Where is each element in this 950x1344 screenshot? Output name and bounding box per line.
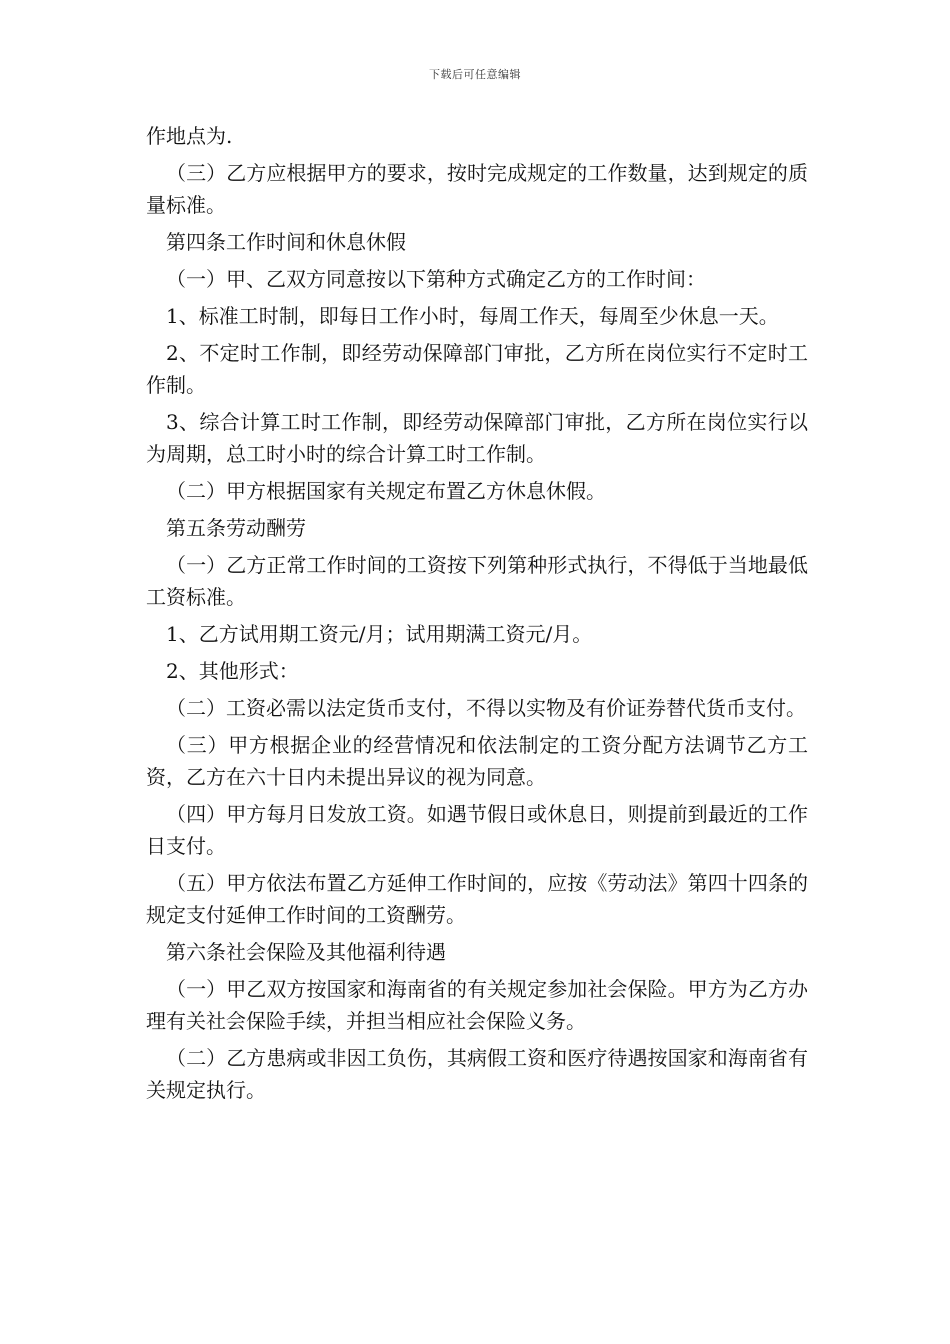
paragraph: （一）乙方正常工作时间的工资按下列第种形式执行，不得低于当地最低工资标准。: [146, 553, 808, 609]
paragraph: （一）甲、乙双方同意按以下第种方式确定乙方的工作时间：: [166, 267, 706, 291]
paragraph: （五）甲方依法布置乙方延伸工作时间的，应按《劳动法》第四十四条的规定支付延伸工作时间的工资酬劳。: [146, 871, 808, 927]
document-body: [146, 120, 808, 1111]
section-heading: 第六条社会保险及其他福利待遇: [166, 940, 446, 964]
paragraph: （一）甲乙双方按国家和海南省的有关规定参加社会保险。甲方为乙方办理有关社会保险手续，并担当相应社会保险义务。: [146, 977, 808, 1033]
paragraph: 1、乙方试用期工资元/月；试用期满工资元/月。: [166, 622, 593, 646]
paragraph: （三）甲方根据企业的经营情况和依法制定的工资分配方法调节乙方工资，乙方在六十日内未提出异议的视为同意。: [146, 733, 808, 789]
paragraph: （二）工资必需以法定货币支付，不得以实物及有价证券替代货币支付。: [166, 696, 806, 720]
paragraph: 2、其他形式：: [166, 659, 299, 683]
paragraph: 2、不定时工作制，即经劳动保障部门审批，乙方所在岗位实行不定时工作制。: [146, 341, 808, 397]
paragraph: 作地点为.: [146, 124, 233, 148]
paragraph: （二）甲方根据国家有关规定布置乙方休息休假。: [166, 479, 606, 503]
paragraph: 1、标准工时制，即每日工作小时，每周工作天，每周至少休息一天。: [166, 304, 779, 328]
paragraph: （三）乙方应根据甲方的要求，按时完成规定的工作数量，达到规定的质量标准。: [146, 161, 808, 217]
paragraph: （二）乙方患病或非因工负伤，其病假工资和医疗待遇按国家和海南省有关规定执行。: [146, 1046, 808, 1102]
paragraph: 3、综合计算工时工作制，即经劳动保障部门审批，乙方所在岗位实行以为周期，总工时小时的综合计算工时工作制。: [146, 410, 808, 466]
section-heading: 第五条劳动酬劳: [166, 516, 306, 540]
paragraph: （四）甲方每月日发放工资。如遇节假日或休息日，则提前到最近的工作日支付。: [146, 802, 808, 858]
page-header: 下载后可任意编辑: [429, 68, 521, 81]
section-heading: 第四条工作时间和休息休假: [166, 230, 406, 254]
